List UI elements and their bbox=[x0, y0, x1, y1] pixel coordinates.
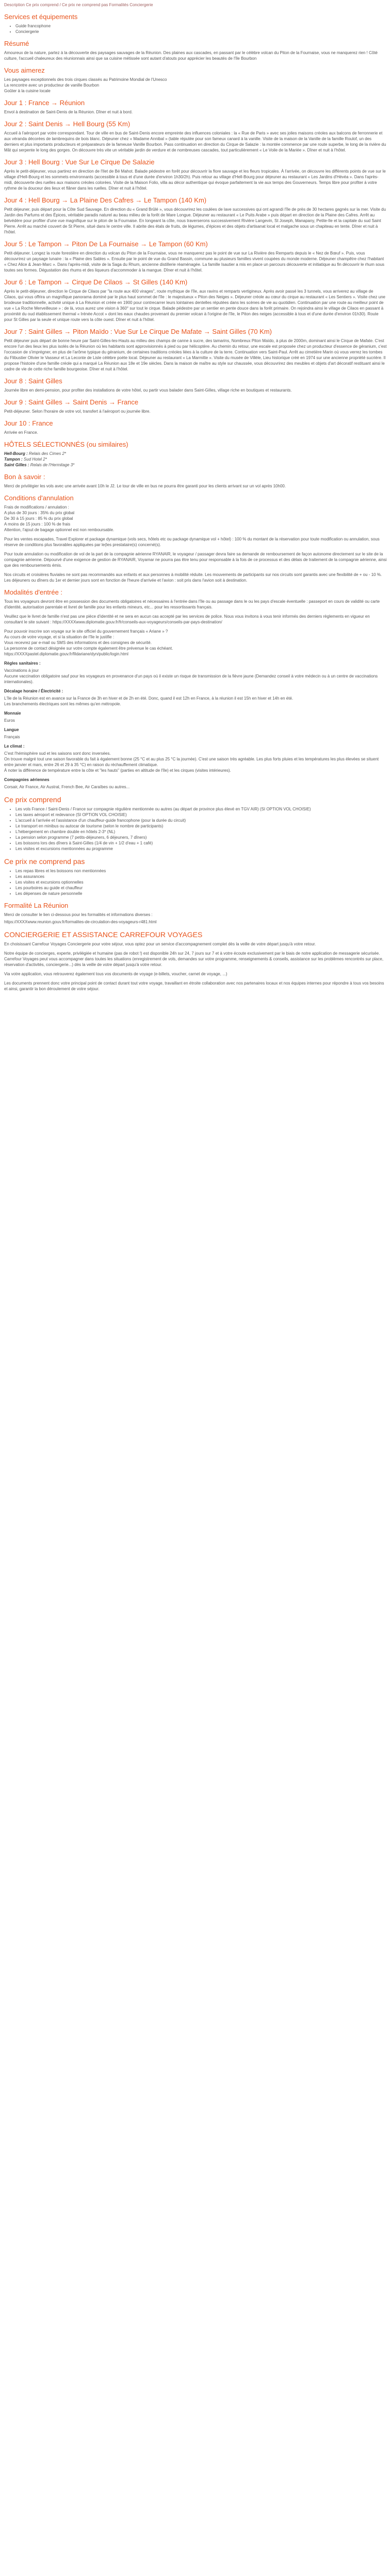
aimerez-item: Les paysages exceptionnels des trois cirques classés au Patrimoine Mondial de l'Unesco bbox=[4, 77, 167, 82]
subsection-title: Monnaie bbox=[4, 711, 21, 716]
hotel-value: Relais des Cimes 2* bbox=[27, 451, 67, 456]
day-title: Jour 4 : Hell Bourg → La Plaine Des Cafres → Le Tampon (140 Km) bbox=[4, 196, 207, 204]
day-title: Jour 2 : Saint Denis → Hell Bourg (55 Km) bbox=[4, 120, 131, 128]
list-item: • Conciergerie bbox=[15, 29, 387, 35]
day-text: Petit déjeuner, puis départ pour la Côte Sud Sauvage. En direction du « Grand Brûlé », vous découvrirez les coulées de lave successives qui ont agrandi l'île de près de 30 hectares gagnés sur la mer. Visite du Jardin des Parfums et des Épices, véritable paradis naturel au beau milieu de la forêt de Mare Longue. Déjeuner au restaurant « Le Puits Arabe » puis départ en direction de la Plaine des Cafres. Arrêt au belvédère pour profiter d'une vue magnifique sur le piton de la Fournaise. En longeant la côte, nous traverserons successivement Rivière Langevin, St Joseph, Manapany, Petite-Ile et la capitale du sud Saint Pierre. Arrêt au marché couvert de St Pierre, situé dans le centre ville. Il abrite des étals de fruits, de légumes, d'épices et des objets d'artisanat local et malgache sous un chapiteau en tente. Dîner et nuit à l'hôtel. bbox=[4, 207, 386, 234]
conciergerie-para: Notre équipe de concierges, experte, privilégiée et humaine (pas de robot !) est disponible 24h sur 24, 7 jours sur 7 et à votre écoute exclusivement par le biais de notre application de messagerie sécurisée. Carrefour Voyages peut vous accompagner dans toutes les situations (enregistrement de vols, demandes sur votre programme, renseignements & conseils, assistance sur les problèmes rencontrés sur place, réservation d'activités, conciergerie...) dès la veille de votre départ jusqu'à votre retour. bbox=[4, 951, 384, 967]
day-title: Jour 3 : Hell Bourg : Vue Sur Le Cirque De Salazie bbox=[4, 158, 155, 166]
subsection-title: Règles sanitaires : bbox=[4, 661, 41, 666]
list-item: • Guide francophone bbox=[15, 23, 387, 29]
hotel-label: Saint Gilles : bbox=[4, 463, 29, 467]
prixcomprend-title: Ce prix comprend bbox=[4, 795, 61, 804]
conditions-lines bbox=[4, 504, 387, 533]
hotels-list bbox=[4, 451, 387, 468]
subsection-text: C'est l'hémisphère sud et les saisons sont donc inversées. On trouve malgré tout une saison favorable du fait à également bonne (25 °C et au plus 25 °C la journée). C'est une saison très agréable. Les plus forts pluies et les températures les plus élevées se situent entre janvier et mars, entre 26 et 29 à 35 °C) en raison du réchauffement climatique. À noter la différence de température entre la côte et "les hauts" (parties en altitude de l'île) et les cirques (visites intérieures). bbox=[4, 751, 379, 773]
day-text: Accueil à l'aéroport par votre correspondant. Tour de ville en bus de Saint-Denis encore empreinte des influences coloniales : la « Rue de Paris » avec ses jolies maisons créoles aux balcons de ferronnerie et aux véranda décorées de lambrequins de bois blanc. Déjeuner chez « Madame Annibal » (table réputée pour son fameux canard à la vanille. Visite de la maison de la Vanille de la famille Roulof, un des derniers et plus importants producteurs et préparateurs de la fameuse Vanille Bourbon. Pass continuation en direction du Cirque de Salazie : la montée commence par une route superbe, le long de la rivière du Mât qui serpente le long des gorges. On découvre très vite un véritable jardin de verdure et de nombreuses cascades, tout particulièrement « Le Voile de la Mariée ». Dîner et nuit à l'hôtel. bbox=[4, 131, 386, 152]
list-item: • Les vols France / Saint-Denis / France sur compagnie régulière mentionnée ou autres (au départ de province plus élevé en TGV AIR) (SI OPTION VOL CHOISIE) bbox=[15, 806, 387, 812]
conditions-line: A plus de 30 jours : 35% du prix global bbox=[4, 511, 75, 515]
list-item: • Les boissons lors des dîners à Saint-Gilles (1/4 de vin + 1/2 d'eau + 1 café) bbox=[15, 840, 387, 846]
hotel-item bbox=[4, 462, 387, 468]
hotel-value: Relais de l'Hermitage 3* bbox=[29, 463, 75, 467]
conditions-line: Attention, l'ajout de bagage optionnel est non remboursable. bbox=[4, 528, 115, 532]
subsection-title: Langue bbox=[4, 727, 19, 732]
list-item: • Les pourboires au guide et chauffeur bbox=[15, 885, 387, 891]
page bbox=[0, 0, 391, 1001]
prixnecomprend-title: Ce prix ne comprend pas bbox=[4, 857, 85, 866]
day-text: Après le petit-déjeuner, vous partirez en direction de l'Ilet de Bé Mahot. Balade pédestre en forêt pour découvrir la flore sauvage et les fleurs tropicales. À l'arrivée, on découvre les différents points de vue sur le village d'Hell-Bourg et les sommets environnants (accessible à tous et d'une durée d'environ 1h30/2h). Puis retour au village d'Hell-Bourg pour déjeuner au restaurant « Les Jardins d'Hévéa ». Dans l'après-midi, découverte des ruelles aux maisons créoles colorées. Visite de la Maison Folio, villa au décor authentique qui évoque parfaitement la vie aux temps des Gouverneurs. Temps libre pour profiter à votre rythme de la douceur des lieux et flâner dans les ruelles. Dîner et nuit à l'hôtel. bbox=[4, 169, 386, 191]
hotel-value: Sud Hotel 2* bbox=[22, 457, 47, 462]
formalite-reunion-title: Formalité La Réunion bbox=[4, 902, 69, 909]
list-item: • Les taxes aéroport et redevance (SI OPTION VOL CHOISIE) bbox=[15, 812, 387, 818]
conciergerie-title: CONCIERGERIE ET ASSISTANCE CARREFOUR VOYAGES bbox=[4, 930, 203, 939]
formalites-para: Tous les voyageurs devront être en possession des documents obligatoires et nécessaires à l'entrée dans l'île ou au passage dans le ou les pays d'escale éventuelle : passeport en cours de validité ou carte d'identité, autorisation parentale et livret de famille pour les enfants mineurs, etc... pour les ressortissants français. bbox=[4, 599, 380, 609]
day-title: Jour 7 : Saint Gilles → Piton Maïdo : Vue Sur Le Cirque De Mafate → Saint Gilles (70 Km) bbox=[4, 328, 272, 335]
services-list bbox=[4, 23, 387, 35]
day-title: Jour 6 : Le Tampon → Cirque De Cilaos → St Gilles (140 Km) bbox=[4, 278, 188, 286]
day-text: Envol à destination de Saint-Denis de la Réunion. Dîner et nuit à bord. bbox=[4, 110, 133, 114]
day-title: Jour 5 : Le Tampon → Piton De La Fournaise → Le Tampon (60 Km) bbox=[4, 240, 208, 248]
hotel-label: Tampon : bbox=[4, 457, 23, 462]
day-text: Après le petit-déjeuner, direction le Cirque de Cilaos par "la route aux 400 virages", route mythique de l'île, aux ravins et remparts vertigineux. Après avoir passé les 3 tunnels, vous arriverez au village de Cilaos, qui vous offrira un magnifique panorama dominé par le plus haut sommet de l'île : le majestueux « Piton des Neiges ». Déjeuner créole au cœur du cirque au restaurant « Les Sentiers ». Visite chez une brodeuse traditionnelle, activité unique à La Réunion et créée en 1900 pour contrecarrer leurs lointaines dentelles réputées dans les scènes de vie au quotidien. Continuation par une route au meilleur point de vue « La Roche Merveilleuse » : de là, vous aurez une vision à 360° sur tout le cirque. Balade pédestre par un sentier en pente douce dans la forêt primaire. On rejoindra ainsi le village de Cilaos en passant à proximité du oud établissement thermal « Irénée Accot » dont les eaux chaudes provenant du premier volcan à l'origine de l'île, le Piton des neiges (accessible à tous et d'une durée d'environ 01h30). Route pour St Gilles par la seule et unique route vers la côte ouest. Dîner et nuit à l'hôtel. bbox=[4, 289, 385, 322]
hotels-title: HÔTELS SÉLECTIONNÉS (ou similaires) bbox=[4, 440, 128, 448]
hotel-item bbox=[4, 456, 387, 462]
subsection-text: L'île de la Réunion est en avance sur la France de 3h en hiver et de 2h en été. Donc, quand il est 12h en France, à la réunion il est 15h en hiver et 14h en été. Les branchements électriques sont les mêmes qu'en métropole. bbox=[4, 696, 294, 706]
formalite-reunion-text: Merci de consulter le lien ci-dessous pour les formalités et informations diverses : bbox=[4, 912, 153, 917]
day-title: Jour 8 : Saint Gilles bbox=[4, 377, 62, 385]
itinerary bbox=[4, 99, 387, 435]
conditions-para: Pour toute annulation ou modification de vol de la part de la compagnie aérienne RYANAIR, le voyageur / passager devra faire sa demande de remboursement de façon autonome directement sur le site de la compagnie aérienne. Dépourvé d'une exigence de gestion de RYANAIR, Voyamar ne pourra pas être tenu pour responsable à la fois de ce processus et des délais de traitement de la compagnie aérienne, ainsi que des remboursements émis. bbox=[4, 552, 387, 568]
formalites-title: Modalités d'entrée : bbox=[4, 588, 63, 596]
conciergerie-para: Les documents prennent donc votre principal point de contact durant tout votre voyage, travaillant en étroite collaboration avec nos partenaires locaux et nos équipes internes pour répondre à tous vos besoins et ainsi, garantir la bon déroulement de votre séjour. bbox=[4, 981, 384, 991]
subsection-title: Le climat : bbox=[4, 744, 25, 749]
aimerez-title: Vous aimerez bbox=[4, 66, 45, 74]
conditions-line: Frais de modifications / annulation : bbox=[4, 505, 69, 510]
day-text: Journée libre en demi-pension, pour profiter des installations de votre hôtel, ou partir vous balader dans Saint-Gilles, village riche en boutiques et restaurants. bbox=[4, 388, 292, 393]
hotel-label: Hell-Bourg : bbox=[4, 451, 28, 456]
list-item: • L'hébergement en chambre double en hôtels 2-3* (NL) bbox=[15, 829, 387, 835]
formalites-subsections bbox=[4, 660, 387, 790]
resume-text: Amoureux de la nature, partez à la découverte des paysages sauvages de la Réunion. Des plaines aux cascades, en passant par le célèbre volcan du Piton de la Fournaise, vous ne manquerez rien ! Côté culture, l'accueil chaleureux des réunionnais ainsi que sa cuisine métissée sont autant d'atouts pour apprécier les beautés de l'île Bourbon bbox=[4, 50, 378, 61]
conditions-para: Pour les ventes escapades, Travel Explorer et package dynamique (vols secs, hôtels etc ou package dynamique vol + hôtel) : 100 % du montant de la réservation pour toute modification ou annulation, sous réserve de conditions plus favorables appliquées par le(les prestataire(s) concerné(s). bbox=[4, 537, 380, 547]
bonasavoir-text: Merci de privilégier les vols avec une arrivée avant 10h le J2. Le tour de ville en bus ne pourra être garanti pour les clients arrivant sur un vol après 10h00. bbox=[4, 484, 286, 488]
list-item: • La pension selon programme (7 petits-déjeuners, 6 déjeuners, 7 dîners) bbox=[15, 835, 387, 840]
breadcrumb[interactable]: Description Ce prix comprend / Ce prix ne comprend pas Formalités Conciergerie bbox=[4, 3, 153, 7]
resume-title: Résumé bbox=[4, 40, 29, 47]
subsection-title: Compagnies aériennes bbox=[4, 777, 50, 782]
conciergerie-para: En choisissant Carrefour Voyages Conciergerie pour votre séjour, vous optez pour un service d'accompagnement complet dès la veille de votre départ jusqu'à votre retour. bbox=[4, 942, 316, 946]
subsection-text: Français bbox=[4, 735, 20, 739]
subsection-text: Corsair, Air France, Air Austral, French Bee, Air Caraïbes ou autres... bbox=[4, 785, 130, 789]
list-item: • Les assurances bbox=[15, 874, 387, 879]
formalites-para: Pour pouvoir inscrire son voyage sur le site officiel du gouvernement français « Ariane » ? Au cours de votre voyage, et si la situation de l'île le justifie : Vous recevrez par e-mail ou SMS des informations et des consignes de sécurité. La personne de contact désignée sur votre compte également être prévenue le cas échéant. https://XXXXpastel.diplomatie.gouv.fr/fildariane/dyn/public/login.html bbox=[4, 629, 173, 656]
day-title: Jour 10 : France bbox=[4, 419, 53, 427]
conditions-title: Conditions d'annulation bbox=[4, 494, 74, 502]
conditions-line: A moins de 15 jours : 100 % de frais bbox=[4, 522, 71, 527]
day-text: Arrivée en France. bbox=[4, 430, 38, 435]
subsection-text: Vaccinations à jour Aucune vaccination obligatoire sauf pour les voyageurs en provenance d'un pays où il existe un risque de transmission de la fièvre jaune (Demandez conseil à votre médecin ou à un centre de vaccinations internationales). bbox=[4, 668, 378, 684]
services-title: Services et équipements bbox=[4, 13, 78, 21]
conditions-line: De 30 à 15 jours : 85 % du prix global bbox=[4, 516, 73, 521]
conciergerie-para: Via votre application, vous retrouverez également tous vos documents de voyage (e-billets, voucher, carnet de voyage, ...) bbox=[4, 972, 227, 976]
list-item: • L'accueil à l'arrivée et l'assistance d'un chauffeur-guide francophone (pour la durée du circuit) bbox=[15, 818, 387, 823]
bonasavoir-title: Bon à savoir : bbox=[4, 473, 45, 481]
formalite-reunion-link[interactable]: https://XXXXwww.reunion.gouv.fr/formalites-de-circulation-des-voyageurs-r481.html bbox=[4, 920, 157, 924]
day-title: Jour 1 : France → Réunion bbox=[4, 99, 85, 107]
prixnecomprend-list bbox=[4, 868, 387, 896]
subsection-text: Euros bbox=[4, 718, 15, 723]
list-item: • Le transport en minibus ou autocar de tourisme (selon le nombre de participants) bbox=[15, 823, 387, 829]
list-item: • Les dépenses de nature personnelle bbox=[15, 891, 387, 896]
prixcomprend-list bbox=[4, 806, 387, 852]
subsection-title: Décalage horaire / Électricité : bbox=[4, 689, 63, 693]
conditions-para: Nos circuits et croisières fluviales ne sont pas recommandés aux enfants et aux personnes à mobilité réduite. Les mouvements de participants sur nos circuits sont garantis avec une flexibilité de + ou - 10 %. Les déjeuners ou dîners du 1er et dernier jours sont en fonction de l'heure d'arrivée et l'avion : soit pris dans l'avion soit à destination. bbox=[4, 572, 382, 583]
list-item: • Les visites et excursions mentionnées au programme bbox=[15, 846, 387, 852]
day-text: Petit-déjeuner. Selon l'horaire de votre vol, transfert à l'aéroport ou journée libre. bbox=[4, 409, 151, 414]
aimerez-item: Goûter à la cuisine locale bbox=[4, 89, 51, 93]
aimerez-item: La rencontre avec un producteur de vanille Bourbon bbox=[4, 83, 100, 88]
day-text: Petit déjeuner puis départ de bonne heure par Saint-Gilles-les-Hauts au milieu des champs de canne à sucre, des tamarins, Nombreux Piton Maïdo, à plus de 2000m, dominant ainsi le Cirque de Mafate. C'est encore l'un des lieux les plus isolés de la Réunion où les habitants sont approvisionnés à pied ou par hélicoptère. Au chemin du retour, une escale est proposée chez un producteur d'essence de géranium, c'est l'occasion de s'imprégner, en plus de l'arôme typique du géranium, de certaines traditions créoles liées à la culture de la terre. Continuation vers Saint-Paul. Arrêt au cimetière Marin où vous verrez les tombes du Flibustier Olivier le Vasseur et La Leconte de Lisle célèbre poète local. Déjeuner au restaurant « La Marmitte ». Visite du musée de Villèle, Lieu historique créé en 1974 sur une ancienne propriété sucrière. Il propose l'histoire d'une famille créole qui a marqué La Réunion aux 18e et 19e siècles. Dans la maison de maître au style sur chaussée, vous découvrirez des meubles et objets d'art décoratif restituant ainsi le cadre de vie de cette riche famille bourgeoise. Dîner et nuit à l'hôtel. bbox=[4, 338, 387, 371]
list-item: • Les repas libres et les boissons non mentionnées bbox=[15, 868, 387, 874]
list-item: • Les visites et excursions optionnelles bbox=[15, 879, 387, 885]
day-text: Petit-déjeuner. Longez la route forestière en direction du volcan du Piton de la Fournaise, vous ne manquerez pas le point de vue sur La Rivière des Remparts depuis le « Nez de Bœuf ». Puis, vous découvrirez un paysage lunaire : la « Plaine des Sables ». Ensuite par le point de vue du Grand Bassin, commune au plusieurs familles vivent coupées du monde moderne. Déjeuner champêtre chez l'habitant « Chez Alice & Jean-Marc ». Dans l'après-midi, visite de la Saga du Rhum, ancienne distillerie réaménagée. La famille Isautier a mis en place un parcours découverte et initiatique au fin découvrir le rhum sous toutes ses formes. Dégustation des rhums et des liqueurs d'accommoder à la mangue. Dîner et nuit à l'hôtel. bbox=[4, 251, 385, 273]
hotel-item bbox=[4, 451, 387, 456]
day-title: Jour 9 : Saint Gilles → Saint Denis → France bbox=[4, 398, 139, 406]
formalites-para: Veuillez que le livret de famille n'est pas une pièce d'identité et ne sera en aucun cas accepté par les services de police. Nous vous invitons à vous tenir informés des derniers règlements en vigueur en consultant le site suivant : https://XXXXwww.diplomatie.gouv.fr/fr/conseils-aux-voyageurs/conseils-par-pays-destination/ bbox=[4, 614, 370, 624]
